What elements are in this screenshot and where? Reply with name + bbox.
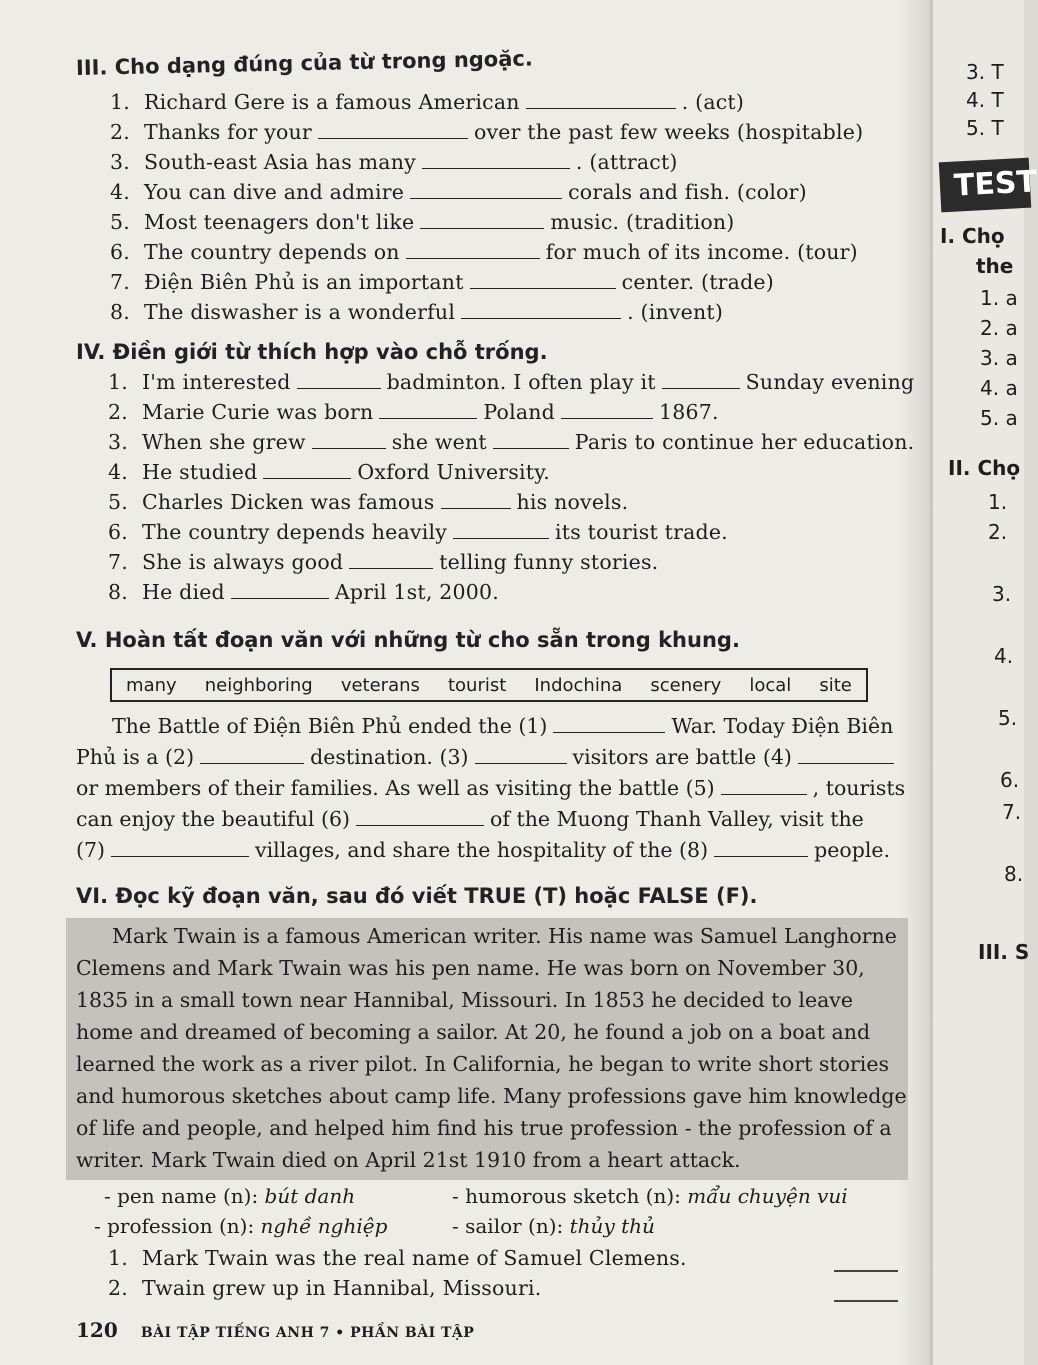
next-page-item: 4.	[994, 644, 1014, 668]
next-page-item: 6.	[1000, 768, 1020, 792]
next-page-heading: II. Chọ	[948, 456, 1021, 480]
preposition-item: 2. Marie Curie was born Poland 1867.	[108, 400, 719, 424]
next-page-item: 5. a	[980, 406, 1018, 430]
next-page-heading: the	[976, 254, 1014, 278]
tf-answer-line[interactable]	[834, 1300, 898, 1302]
section-5-heading: V. Hoàn tất đoạn văn với những từ cho sẵn trong khung.	[76, 628, 740, 652]
word-box-word: veterans	[340, 674, 420, 696]
tf-question: 2. Twain grew up in Hannibal, Missouri.	[108, 1276, 542, 1300]
answer-blank[interactable]	[318, 137, 468, 139]
next-page-item: 3. a	[980, 346, 1018, 370]
item-text: The country depends on	[144, 240, 400, 264]
answer-blank[interactable]	[441, 507, 511, 509]
page-number: 120	[76, 1318, 118, 1342]
word-form-item: 7. Điện Biên Phủ is an important center. (trade)	[110, 270, 774, 294]
passage-line: 1835 in a small town near Hannibal, Missouri. In 1853 he decided to leave	[76, 988, 854, 1012]
item-text: The diswasher is a wonderful	[144, 300, 456, 324]
word-box-word: local	[749, 674, 792, 696]
word-box-word: scenery	[650, 674, 722, 696]
word-box-word: Indochina	[534, 674, 623, 696]
reading-passage	[76, 924, 907, 1180]
passage-line: home and dreamed of becoming a sailor. At 20, he found a job on a boat and	[76, 1020, 871, 1044]
word-form-item: 1. Richard Gere is a famous American . (act)	[110, 90, 745, 114]
word-form-item: 5. Most teenagers don't like music. (tradition)	[110, 210, 735, 234]
next-page-item: 3. T	[966, 60, 1004, 84]
cloze-line: or members of their families. As well as visiting the battle (5) , tourists	[76, 776, 906, 800]
vocab-item: - humorous sketch (n): mẩu chuyện vui	[452, 1184, 848, 1208]
item-text: music. (tradition)	[550, 210, 735, 234]
item-text: center. (trade)	[621, 270, 774, 294]
section-3-heading: III. Cho dạng đúng của từ trong ngoặc.	[75, 46, 534, 80]
blank-7[interactable]	[111, 855, 249, 857]
next-page-heading: III. S	[978, 940, 1030, 964]
item-text: Most teenagers don't like	[144, 210, 415, 234]
cloze-paragraph	[76, 714, 906, 874]
next-page-item: 2. a	[980, 316, 1018, 340]
passage-line: Mark Twain is a famous American writer. His name was Samuel Langhorne	[112, 924, 897, 948]
item-text: South-east Asia has many	[144, 150, 416, 174]
item-text: . (attract)	[575, 150, 678, 174]
next-page-item: 8.	[1004, 862, 1024, 886]
next-page-item: 7.	[1002, 800, 1022, 824]
cloze-line: Phủ is a (2) destination. (3) visitors are battle (4)	[76, 745, 900, 769]
blank-3[interactable]	[475, 762, 567, 764]
answer-blank[interactable]	[379, 417, 477, 419]
test-tab: TEST	[939, 158, 1031, 213]
vocab-item: - profession (n): nghề nghiệp	[94, 1214, 388, 1238]
section-6-heading: VI. Đọc kỹ đoạn văn, sau đó viết TRUE (T) hoặc FALSE (F).	[76, 884, 758, 908]
word-form-item: 2. Thanks for your over the past few weeks (hospitable)	[110, 120, 864, 144]
next-page-item: 1.	[988, 490, 1008, 514]
item-text: You can dive and admire	[144, 180, 405, 204]
blank-6[interactable]	[356, 824, 484, 826]
word-form-item: 4. You can dive and admire corals and fish. (color)	[110, 180, 807, 204]
passage-line: writer. Mark Twain died on April 21st 1910 from a heart attack.	[76, 1148, 741, 1172]
preposition-item: 4. He studied Oxford University.	[108, 460, 550, 484]
blank-5[interactable]	[721, 793, 807, 795]
answer-blank[interactable]	[231, 597, 329, 599]
cloze-line: can enjoy the beautiful (6) of the Muong Thanh Valley, visit the	[76, 807, 864, 831]
answer-blank[interactable]	[410, 197, 562, 199]
item-text: Thanks for your	[144, 120, 312, 144]
next-page-item: 5.	[998, 706, 1018, 730]
item-text: . (invent)	[627, 300, 724, 324]
vocab-item: - sailor (n): thủy thủ	[452, 1214, 655, 1238]
word-form-item: 3. South-east Asia has many . (attract)	[110, 150, 678, 174]
item-text: over the past few weeks (hospitable)	[473, 120, 864, 144]
cloze-line: The Battle of Điện Biên Phủ ended the (1) War. Today Điện Biên	[112, 714, 894, 738]
item-text: corals and fish. (color)	[568, 180, 807, 204]
next-page-item: 5. T	[966, 116, 1004, 140]
item-text: Richard Gere is a famous American	[144, 90, 520, 114]
preposition-item: 3. When she grew she went Paris to continue her education.	[108, 430, 915, 454]
answer-blank[interactable]	[349, 567, 433, 569]
preposition-item: 8. He died April 1st, 2000.	[108, 580, 499, 604]
book-title: BÀI TẬP TIẾNG ANH 7 • PHẦN BÀI TẬP	[140, 1325, 475, 1341]
next-page-item: 4. a	[980, 376, 1018, 400]
blank-8[interactable]	[714, 855, 808, 857]
answer-blank[interactable]	[406, 257, 540, 259]
word-box-word: many	[126, 674, 177, 696]
preposition-item: 7. She is always good telling funny stories.	[108, 550, 659, 574]
answer-blank[interactable]	[526, 107, 676, 109]
blank-2[interactable]	[200, 762, 304, 764]
word-form-item: 6. The country depends on for much of its income. (tour)	[110, 240, 858, 264]
blank-4[interactable]	[798, 762, 894, 764]
section-4-heading: IV. Điền giới từ thích hợp vào chỗ trống.	[76, 340, 548, 364]
word-box-word: tourist	[447, 674, 507, 696]
word-box-word: site	[819, 674, 852, 696]
answer-blank[interactable]	[662, 387, 740, 389]
cloze-line: (7) villages, and share the hospitality of the (8) people.	[76, 838, 891, 862]
next-page-item: 3.	[992, 582, 1012, 606]
answer-blank[interactable]	[312, 447, 386, 449]
word-form-item: 8. The diswasher is a wonderful . (invent)	[110, 300, 724, 324]
item-text: for much of its income. (tour)	[545, 240, 858, 264]
next-page-heading: I. Chọ	[940, 224, 1005, 248]
passage-line: Clemens and Mark Twain was his pen name. He was born on November 30,	[76, 956, 865, 980]
preposition-item: 1. I'm interested badminton. I often play it Sunday evening	[108, 370, 915, 394]
passage-line: learned the work as a river pilot. In California, he began to write short stories	[76, 1052, 889, 1076]
item-text: . (act)	[681, 90, 745, 114]
answer-blank[interactable]	[461, 317, 621, 319]
answer-blank[interactable]	[561, 417, 653, 419]
answer-blank[interactable]	[420, 227, 544, 229]
answer-blank[interactable]	[263, 477, 351, 479]
tf-question: 1. Mark Twain was the real name of Samuel Clemens.	[108, 1246, 687, 1270]
word-box	[110, 668, 868, 702]
next-page-item: 4. T	[966, 88, 1004, 112]
answer-blank[interactable]	[453, 537, 549, 539]
next-page-item: 2.	[988, 520, 1008, 544]
answer-blank[interactable]	[493, 447, 569, 449]
answer-blank[interactable]	[422, 167, 570, 169]
page-footer	[76, 1318, 474, 1342]
vocab-item: - pen name (n): bút danh	[104, 1184, 356, 1208]
word-box-word: neighboring	[204, 674, 313, 696]
item-text: Điện Biên Phủ is an important	[144, 270, 464, 294]
answer-blank[interactable]	[470, 287, 616, 289]
preposition-item: 6. The country depends heavily its tourist trade.	[108, 520, 728, 544]
passage-line: and humorous sketches about camp life. Many professions gave him knowledge	[76, 1084, 907, 1108]
blank-1[interactable]	[553, 731, 665, 733]
answer-blank[interactable]	[297, 387, 381, 389]
passage-line: of life and people, and helped him find his true profession - the profession of a	[76, 1116, 892, 1140]
tf-answer-line[interactable]	[834, 1270, 898, 1272]
next-page-item: 1. a	[980, 286, 1018, 310]
preposition-item: 5. Charles Dicken was famous his novels.	[108, 490, 629, 514]
